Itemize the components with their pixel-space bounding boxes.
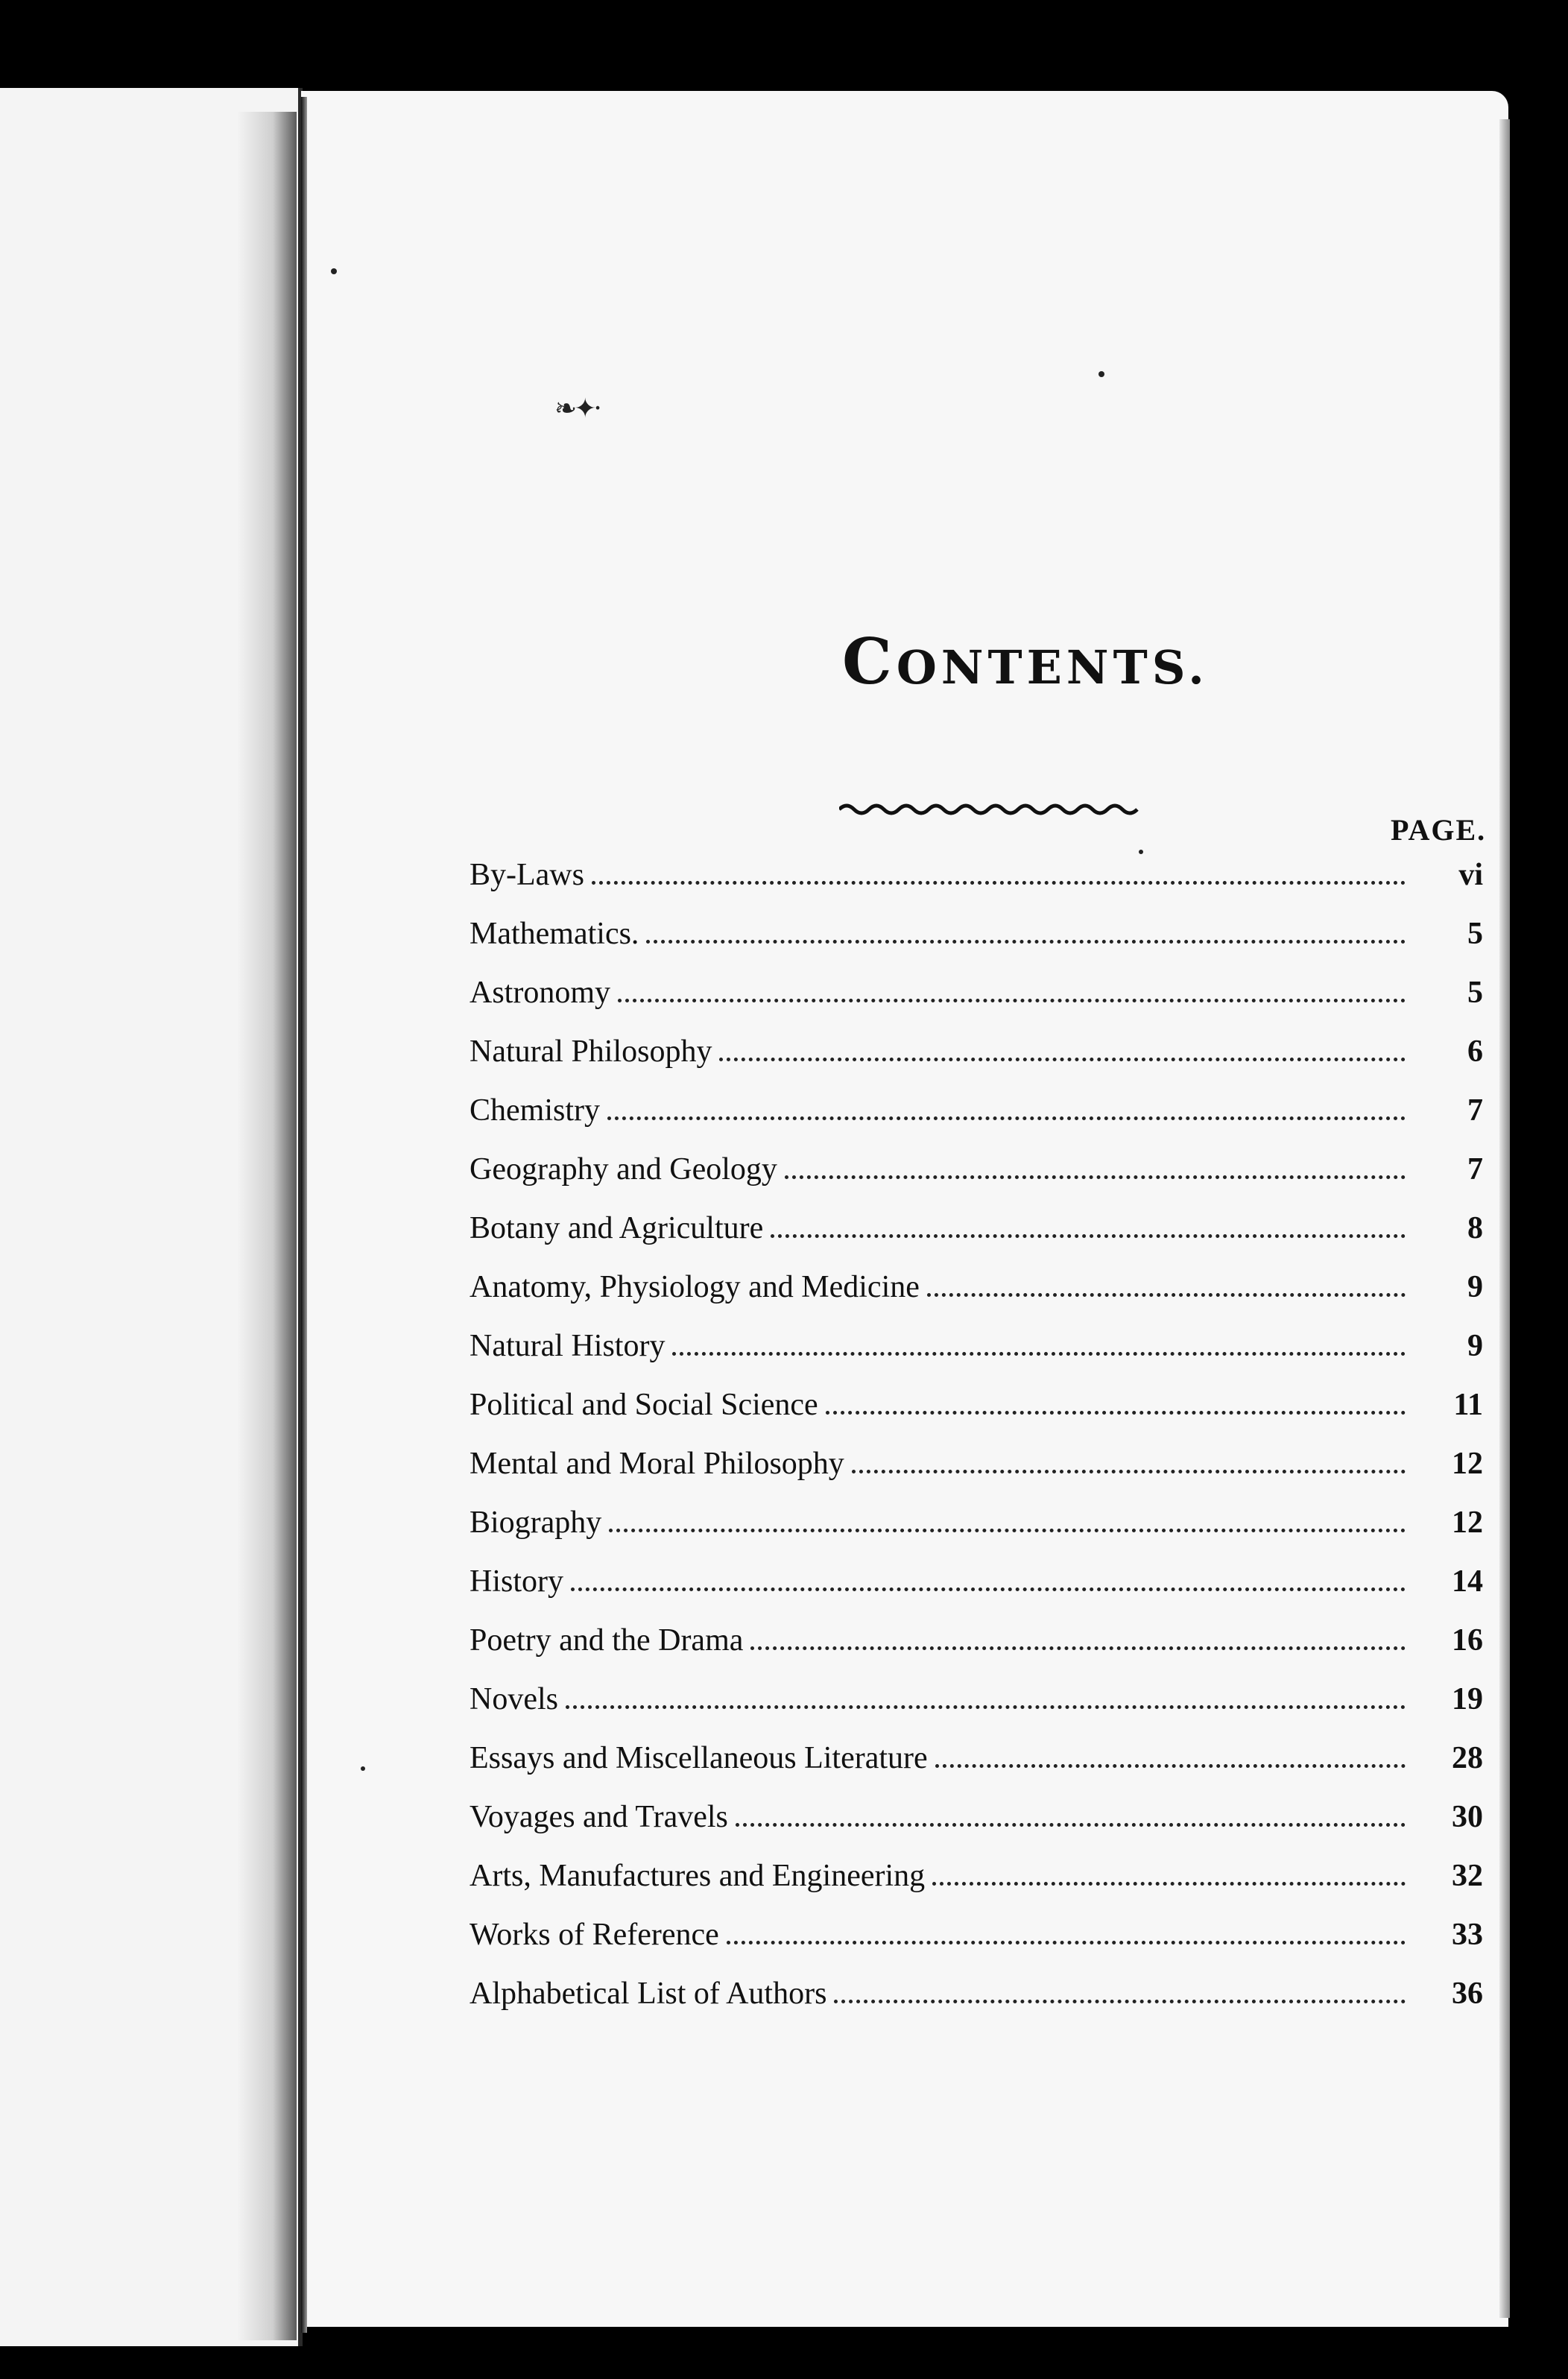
toc-entry-page: 8 [1467,1211,1483,1245]
toc-entry [470,857,1483,916]
dot-leader [750,1646,1406,1650]
toc-entry [470,1976,1483,2035]
toc-entry-page: 5 [1467,976,1483,1010]
dot-leader [736,1822,1406,1827]
toc-entry [470,1505,1483,1564]
dot-leader [571,1587,1406,1591]
toc-entry-title: Mathematics. [470,917,639,951]
dot-leader [727,1940,1406,1944]
dot-leader [826,1410,1406,1415]
toc-entry-page: 33 [1452,1918,1483,1952]
ink-speck [1139,850,1143,854]
dot-leader [927,1292,1406,1297]
toc-entry [470,1799,1483,1858]
toc-entry [470,916,1483,975]
toc-entry [470,1564,1483,1623]
decorative-wavy-rule [839,802,1145,817]
toc-entry-title: Mental and Moral Philosophy [470,1447,844,1481]
ink-speck [1098,371,1104,377]
dot-leader [852,1469,1406,1473]
toc-entry [470,1210,1483,1269]
toc-entry-page: 36 [1452,1977,1483,2011]
toc-entry [470,1858,1483,1917]
toc-entry-page: 5 [1467,917,1483,951]
dot-leader [785,1175,1406,1179]
toc-entry-page: 19 [1452,1682,1483,1716]
toc-entry-page: 7 [1467,1093,1483,1128]
toc-entry [470,1740,1483,1799]
toc-entry-page: 30 [1452,1800,1483,1834]
toc-entry-page: 14 [1452,1564,1483,1599]
toc-entry-title: Anatomy, Physiology and Medicine [470,1270,920,1304]
toc-entry-title: Natural Philosophy [470,1034,712,1069]
toc-entry-title: Alphabetical List of Authors [470,1977,827,2011]
toc-entry-page: 11 [1453,1388,1483,1422]
toc-entry [470,1623,1483,1681]
toc-entry-title: Political and Social Science [470,1388,818,1422]
toc-entry-title: Arts, Manufactures and Engineering [470,1859,926,1893]
dot-leader [771,1233,1406,1238]
dot-leader [609,1528,1406,1532]
contents-list [470,857,1483,2035]
toc-entry-page: 12 [1452,1447,1483,1481]
page-column-header: PAGE. [1391,813,1487,847]
toc-entry-title: Geography and Geology [470,1152,777,1187]
dot-leader [834,1999,1406,2003]
ink-blot-ornament: ❧✦· [554,394,599,424]
toc-entry-title: Novels [470,1682,558,1716]
toc-entry [470,975,1483,1034]
toc-entry-title: Natural History [470,1329,666,1363]
toc-entry-page: 32 [1452,1859,1483,1893]
dot-leader [566,1705,1406,1709]
spine-shadow [237,112,297,2340]
toc-entry [470,1034,1483,1093]
page-title [842,625,1209,698]
toc-entry-page: 12 [1452,1506,1483,1540]
toc-entry [470,1328,1483,1387]
dot-leader [618,998,1406,1002]
toc-entry [470,1093,1483,1151]
gutter-line [301,97,307,2333]
toc-entry-title: Astronomy [470,976,610,1010]
title-rest: ONTENTS. [896,640,1209,695]
ink-speck [361,1766,365,1771]
dot-leader [719,1057,1406,1061]
toc-entry-title: Botany and Agriculture [470,1211,764,1245]
toc-entry-page: vi [1458,858,1483,892]
toc-entry [470,1917,1483,1976]
dot-leader [646,939,1406,944]
ink-speck [331,268,337,274]
toc-entry-page: 28 [1452,1741,1483,1775]
dot-leader [607,1116,1406,1120]
toc-entry [470,1387,1483,1446]
toc-entry-page: 7 [1467,1152,1483,1187]
toc-entry-page: 16 [1452,1623,1483,1658]
dot-leader [672,1351,1406,1356]
toc-entry-title: Biography [470,1506,602,1540]
toc-entry-title: Chemistry [470,1093,600,1128]
toc-entry-title: Works of Reference [470,1918,719,1952]
title-initial: C [842,625,897,698]
toc-entry-page: 6 [1467,1034,1483,1069]
dot-leader [935,1763,1406,1768]
toc-entry [470,1446,1483,1505]
toc-entry [470,1151,1483,1210]
toc-entry-page: 9 [1467,1329,1483,1363]
toc-entry [470,1269,1483,1328]
page-edge-shadow [1499,119,1510,2318]
toc-entry-title: Poetry and the Drama [470,1623,744,1658]
dot-leader [932,1881,1406,1886]
toc-entry-title: Voyages and Travels [470,1800,728,1834]
toc-entry-title: By-Laws [470,858,584,892]
dot-leader [592,880,1406,885]
toc-entry-title: History [470,1564,563,1599]
toc-entry [470,1681,1483,1740]
toc-entry-page: 9 [1467,1270,1483,1304]
toc-entry-title: Essays and Miscellaneous Literature [470,1741,928,1775]
